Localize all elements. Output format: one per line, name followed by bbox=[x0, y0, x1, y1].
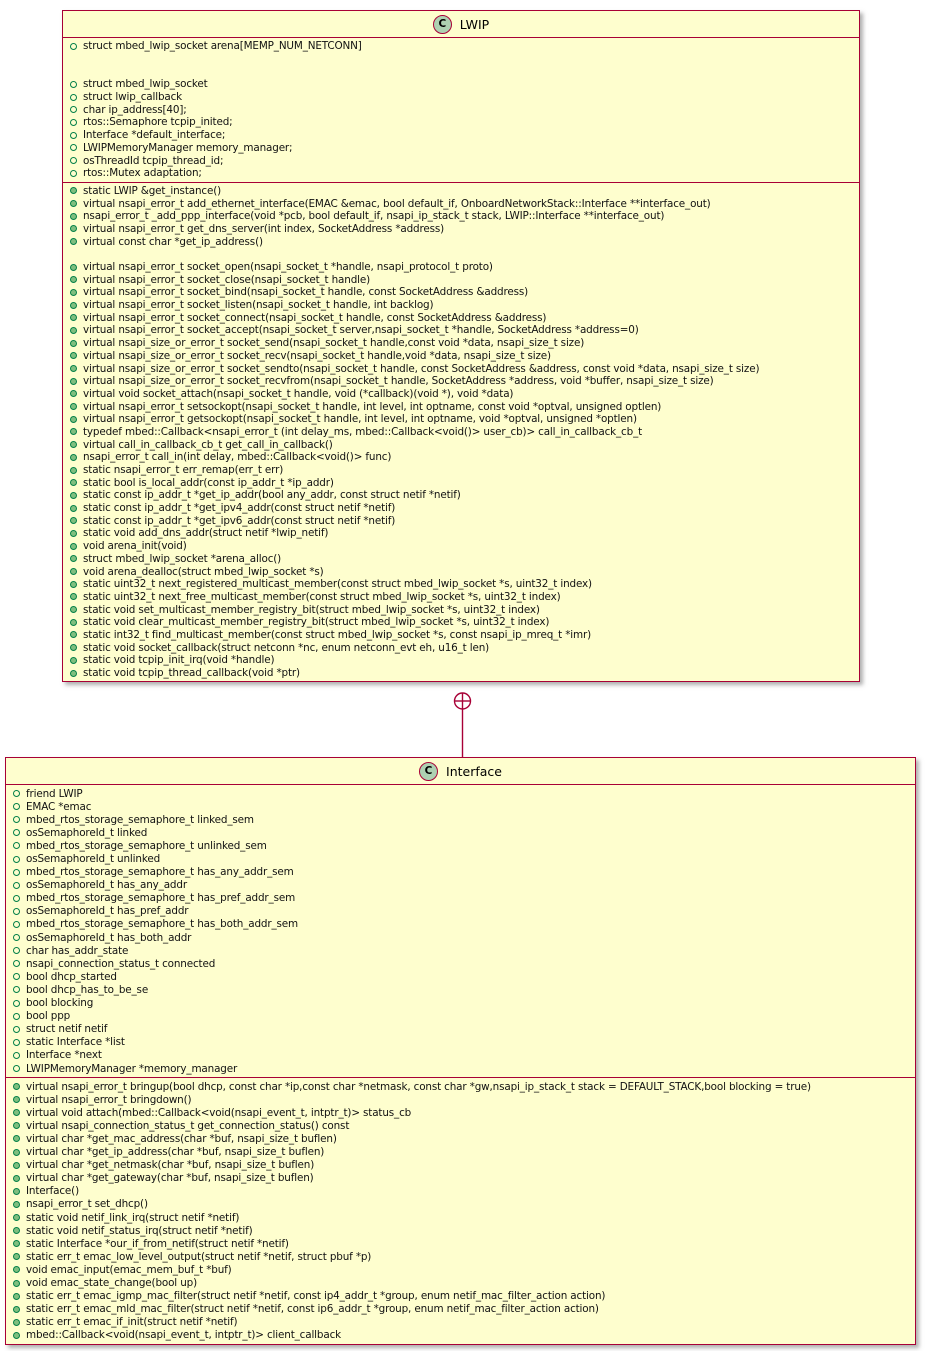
member-text: static const ip_addr_t *get_ipv4_addr(const struct netif *netif) bbox=[83, 502, 396, 515]
method-row bbox=[69, 578, 853, 591]
method-row bbox=[12, 1132, 909, 1145]
method-row bbox=[69, 603, 853, 616]
member-text: virtual nsapi_error_t socket_connect(nsapi_socket_t handle, const SocketAddress &address) bbox=[83, 311, 547, 324]
member-text: void arena_init(void) bbox=[83, 540, 187, 553]
member-text: bool blocking bbox=[26, 997, 94, 1010]
member-text: static LWIP &get_instance() bbox=[83, 184, 222, 197]
member-text: virtual nsapi_error_t get_dns_server(int index, SocketAddress *address) bbox=[83, 222, 445, 235]
method-visibility-icon bbox=[70, 492, 77, 499]
member-text: static void tcpip_init_irq(void *handle) bbox=[83, 654, 275, 667]
method-visibility-icon bbox=[70, 225, 77, 232]
member-text: EMAC *emac bbox=[26, 800, 92, 813]
member-text: virtual nsapi_error_t socket_accept(nsapi_socket_t server,nsapi_socket_t *handle, SocketAddress *address=0) bbox=[83, 324, 639, 337]
method-row bbox=[12, 1290, 909, 1303]
member-text: osSemaphoreId_t has_both_addr bbox=[26, 931, 192, 944]
member-text: rtos::Semaphore tcpip_inited; bbox=[83, 116, 233, 129]
member-text: Interface *next bbox=[26, 1049, 102, 1062]
member-text: virtual char *get_gateway(char *buf, nsapi_size_t buflen) bbox=[26, 1172, 314, 1185]
member-text: virtual nsapi_error_t socket_open(nsapi_socket_t *handle, nsapi_protocol_t proto) bbox=[83, 261, 493, 274]
method-row bbox=[69, 311, 853, 324]
member-text: mbed_rtos_storage_semaphore_t unlinked_sem bbox=[26, 839, 267, 852]
method-row bbox=[69, 451, 853, 464]
method-row bbox=[12, 1263, 909, 1276]
member-text: static nsapi_error_t err_remap(err_t err) bbox=[83, 464, 284, 477]
field-row bbox=[12, 944, 909, 957]
member-text: void emac_state_change(bool up) bbox=[26, 1277, 197, 1290]
method-row bbox=[12, 1303, 909, 1316]
member-text: virtual nsapi_size_or_error_t socket_recvfrom(nsapi_socket_t handle, SocketAddress *address, void *buffer, nsapi_size_t size) bbox=[83, 375, 714, 388]
method-visibility-icon bbox=[70, 454, 77, 461]
field-visibility-icon bbox=[13, 921, 20, 928]
field-row bbox=[69, 91, 853, 104]
field-row bbox=[69, 53, 853, 66]
field-visibility-icon bbox=[70, 144, 77, 151]
member-text: mbed_rtos_storage_semaphore_t has_pref_addr_sem bbox=[26, 892, 296, 905]
method-visibility-icon bbox=[13, 1227, 20, 1234]
method-row bbox=[69, 286, 853, 299]
field-row bbox=[69, 116, 853, 129]
method-row bbox=[69, 641, 853, 654]
method-visibility-icon bbox=[70, 505, 77, 512]
field-visibility-icon bbox=[70, 132, 77, 139]
class-lwip bbox=[62, 10, 860, 682]
field-visibility-icon bbox=[13, 869, 20, 876]
member-text: mbed_rtos_storage_semaphore_t linked_sem bbox=[26, 813, 254, 826]
method-row bbox=[69, 616, 853, 629]
member-text: virtual nsapi_error_t socket_listen(nsapi_socket_t handle, int backlog) bbox=[83, 299, 434, 312]
field-row bbox=[69, 40, 853, 53]
method-row bbox=[12, 1224, 909, 1237]
field-visibility-icon bbox=[13, 790, 20, 797]
circled-plus-icon bbox=[455, 693, 471, 709]
method-row bbox=[69, 476, 853, 489]
member-text: virtual nsapi_error_t socket_bind(nsapi_socket_t handle, const SocketAddress &address) bbox=[83, 286, 529, 299]
method-row bbox=[69, 667, 853, 680]
field-row bbox=[12, 787, 909, 800]
field-visibility-icon bbox=[13, 895, 20, 902]
method-visibility-icon bbox=[70, 302, 77, 309]
member-text: virtual nsapi_error_t setsockopt(nsapi_socket_t handle, int level, int optname, const void *optval, unsigned optlen) bbox=[83, 400, 662, 413]
method-row bbox=[69, 527, 853, 540]
member-text: virtual void socket_attach(nsapi_socket_t handle, void (*callback)(void *), void *data) bbox=[83, 387, 514, 400]
method-visibility-icon bbox=[70, 264, 77, 271]
member-text: static void tcpip_thread_callback(void *ptr) bbox=[83, 667, 300, 680]
method-visibility-icon bbox=[70, 352, 77, 359]
member-text: virtual call_in_callback_cb_t get_call_in_callback() bbox=[83, 438, 333, 451]
member-text: bool dhcp_has_to_be_se bbox=[26, 983, 149, 996]
method-row bbox=[69, 185, 853, 198]
method-row bbox=[69, 210, 853, 223]
member-text: static void netif_status_irq(struct netif *netif) bbox=[26, 1224, 253, 1237]
field-row bbox=[12, 983, 909, 996]
method-row bbox=[69, 400, 853, 413]
field-row bbox=[12, 826, 909, 839]
field-visibility-icon bbox=[13, 908, 20, 915]
method-visibility-icon bbox=[70, 441, 77, 448]
member-text: char ip_address[40]; bbox=[83, 103, 187, 116]
method-visibility-icon bbox=[70, 403, 77, 410]
field-visibility-icon bbox=[13, 882, 20, 889]
method-visibility-icon bbox=[13, 1162, 20, 1169]
member-text: void arena_dealloc(struct mbed_lwip_socket *s) bbox=[83, 565, 324, 578]
member-text: static void socket_callback(struct netconn *nc, enum netconn_evt eh, u16_t len) bbox=[83, 641, 490, 654]
method-visibility-icon bbox=[70, 428, 77, 435]
method-visibility-icon bbox=[13, 1332, 20, 1339]
method-visibility-icon bbox=[13, 1135, 20, 1142]
member-text: static bool is_local_addr(const ip_addr_t *ip_addr) bbox=[83, 476, 334, 489]
field-visibility-icon bbox=[13, 973, 20, 980]
member-text: mbed::Callback<void(nsapi_event_t, intptr_t)> client_callback bbox=[26, 1329, 342, 1342]
class-interface-fields bbox=[6, 785, 915, 1078]
method-visibility-icon bbox=[70, 581, 77, 588]
method-visibility-icon bbox=[70, 327, 77, 334]
method-visibility-icon bbox=[70, 276, 77, 283]
method-row bbox=[12, 1198, 909, 1211]
member-text: void emac_input(emac_mem_buf_t *buf) bbox=[26, 1263, 232, 1276]
method-visibility-icon bbox=[13, 1214, 20, 1221]
field-visibility-icon bbox=[70, 81, 77, 88]
class-interface-methods bbox=[6, 1078, 915, 1344]
member-text: nsapi_error_t set_dhcp() bbox=[26, 1198, 148, 1211]
member-text: static void clear_multicast_member_registry_bit(struct mbed_lwip_socket *s, uint32_t index) bbox=[83, 616, 550, 629]
field-row bbox=[69, 103, 853, 116]
field-visibility-icon bbox=[13, 1026, 20, 1033]
method-visibility-icon bbox=[13, 1266, 20, 1273]
member-text: virtual char *get_netmask(char *buf, nsapi_size_t buflen) bbox=[26, 1159, 315, 1172]
method-visibility-icon bbox=[13, 1175, 20, 1182]
member-text: static Interface *list bbox=[26, 1036, 125, 1049]
field-visibility-icon bbox=[70, 170, 77, 177]
member-text: nsapi_error_t _add_ppp_interface(void *pcb, bool default_if, nsapi_ip_stack_t stack, LWIP::Interface **interface_out) bbox=[83, 210, 665, 223]
member-text: virtual nsapi_error_t getsockopt(nsapi_socket_t handle, int level, int optname, void *optval, unsigned *optlen) bbox=[83, 413, 637, 426]
member-text: static uint32_t next_registered_multicast_member(const struct mbed_lwip_socket *s, uint32_t index) bbox=[83, 578, 592, 591]
member-text: virtual char *get_ip_address(char *buf, nsapi_size_t buflen) bbox=[26, 1146, 325, 1159]
method-visibility-icon bbox=[13, 1201, 20, 1208]
member-text: virtual char *get_mac_address(char *buf, nsapi_size_t buflen) bbox=[26, 1132, 337, 1145]
field-row bbox=[12, 997, 909, 1010]
member-text: struct mbed_lwip_socket bbox=[83, 78, 208, 91]
member-text: static err_t emac_if_init(struct netif *netif) bbox=[26, 1316, 238, 1329]
method-row bbox=[69, 438, 853, 451]
member-text: static uint32_t next_free_multicast_member(const struct mbed_lwip_socket *s, uint32_t index) bbox=[83, 590, 561, 603]
method-row bbox=[69, 591, 853, 604]
field-row bbox=[69, 142, 853, 155]
field-row bbox=[12, 800, 909, 813]
method-row bbox=[69, 248, 853, 261]
field-row bbox=[12, 931, 909, 944]
method-visibility-icon bbox=[70, 644, 77, 651]
method-visibility-icon bbox=[70, 314, 77, 321]
member-text: static err_t emac_mld_mac_filter(struct netif *netif, const ip6_addr_t *group, enum netif_mac_filter_action action) bbox=[26, 1303, 599, 1316]
field-row bbox=[12, 892, 909, 905]
method-visibility-icon bbox=[70, 606, 77, 613]
method-row bbox=[69, 299, 853, 312]
method-visibility-icon bbox=[13, 1293, 20, 1300]
member-text: char has_addr_state bbox=[26, 944, 129, 957]
member-text: mbed_rtos_storage_semaphore_t has_any_addr_sem bbox=[26, 866, 294, 879]
field-visibility-icon bbox=[13, 803, 20, 810]
member-text: LWIPMemoryManager memory_manager; bbox=[83, 141, 293, 154]
method-visibility-icon bbox=[70, 555, 77, 562]
method-visibility-icon bbox=[70, 416, 77, 423]
member-text: static err_t emac_igmp_mac_filter(struct netif *netif, const ip4_addr_t *group, enum netif_mac_filter_action action) bbox=[26, 1290, 606, 1303]
method-visibility-icon bbox=[70, 378, 77, 385]
member-text: osSemaphoreId_t linked bbox=[26, 826, 148, 839]
member-text: static void add_dns_addr(struct netif *lwip_netif) bbox=[83, 527, 329, 540]
field-visibility-icon bbox=[13, 1000, 20, 1007]
field-visibility-icon bbox=[13, 947, 20, 954]
method-row bbox=[69, 350, 853, 363]
method-row bbox=[69, 413, 853, 426]
method-row bbox=[12, 1080, 909, 1093]
method-visibility-icon bbox=[13, 1306, 20, 1313]
composition-connector bbox=[447, 692, 479, 760]
member-text: virtual nsapi_error_t bringdown() bbox=[26, 1093, 192, 1106]
method-visibility-icon bbox=[70, 517, 77, 524]
method-visibility-icon bbox=[13, 1319, 20, 1326]
member-text: static Interface *our_if_from_netif(struct netif *netif) bbox=[26, 1237, 289, 1250]
member-text: static err_t emac_low_level_output(struct netif *netif, struct pbuf *p) bbox=[26, 1250, 372, 1263]
member-text: virtual nsapi_error_t socket_close(nsapi_socket_t handle) bbox=[83, 273, 371, 286]
member-text: osSemaphoreId_t has_any_addr bbox=[26, 879, 187, 892]
member-text: static void set_multicast_member_registry_bit(struct mbed_lwip_socket *s, uint32_t index) bbox=[83, 603, 540, 616]
field-visibility-icon bbox=[13, 842, 20, 849]
method-row bbox=[12, 1146, 909, 1159]
member-text: nsapi_connection_status_t connected bbox=[26, 957, 216, 970]
member-text: nsapi_error_t call_in(int delay, mbed::Callback<void()> func) bbox=[83, 451, 392, 464]
field-row bbox=[12, 970, 909, 983]
method-visibility-icon bbox=[13, 1109, 20, 1116]
member-text: Interface *default_interface; bbox=[83, 129, 226, 142]
method-visibility-icon bbox=[70, 568, 77, 575]
method-visibility-icon bbox=[13, 1083, 20, 1090]
method-visibility-icon bbox=[13, 1188, 20, 1195]
member-text: rtos::Mutex adaptation; bbox=[83, 167, 202, 180]
method-row bbox=[12, 1237, 909, 1250]
member-text: friend LWIP bbox=[26, 787, 83, 800]
field-visibility-icon bbox=[13, 1065, 20, 1072]
field-row bbox=[12, 905, 909, 918]
field-visibility-icon bbox=[13, 816, 20, 823]
method-row bbox=[69, 553, 853, 566]
member-text: struct mbed_lwip_socket *arena_alloc() bbox=[83, 552, 282, 565]
member-text: virtual nsapi_error_t add_ethernet_interface(EMAC &emac, bool default_if, OnboardNetworkStack::Interface **interface_out) bbox=[83, 197, 711, 210]
field-row bbox=[69, 154, 853, 167]
member-text: struct mbed_lwip_socket arena[MEMP_NUM_NETCONN] bbox=[83, 40, 362, 53]
method-row bbox=[69, 502, 853, 515]
method-visibility-icon bbox=[70, 479, 77, 486]
member-text: static const ip_addr_t *get_ipv6_addr(const struct netif *netif) bbox=[83, 514, 396, 527]
method-visibility-icon bbox=[70, 289, 77, 296]
class-lwip-fields bbox=[63, 38, 859, 183]
method-row bbox=[12, 1093, 909, 1106]
method-row bbox=[69, 273, 853, 286]
field-visibility-icon bbox=[70, 106, 77, 113]
method-visibility-icon bbox=[70, 187, 77, 194]
field-row bbox=[12, 879, 909, 892]
method-visibility-icon bbox=[70, 657, 77, 664]
field-row bbox=[12, 1062, 909, 1075]
method-visibility-icon bbox=[13, 1253, 20, 1260]
method-row bbox=[69, 223, 853, 236]
method-visibility-icon bbox=[13, 1149, 20, 1156]
method-row bbox=[69, 489, 853, 502]
class-name: Interface bbox=[446, 763, 502, 779]
field-visibility-icon bbox=[13, 1013, 20, 1020]
method-row bbox=[12, 1185, 909, 1198]
member-text: struct lwip_callback bbox=[83, 91, 183, 104]
method-row bbox=[12, 1250, 909, 1263]
method-visibility-icon bbox=[70, 213, 77, 220]
member-text: LWIPMemoryManager *memory_manager bbox=[26, 1062, 238, 1075]
field-visibility-icon bbox=[13, 856, 20, 863]
field-row bbox=[12, 839, 909, 852]
field-row bbox=[12, 1010, 909, 1023]
field-row bbox=[12, 1023, 909, 1036]
method-row bbox=[69, 654, 853, 667]
method-row bbox=[69, 565, 853, 578]
method-visibility-icon bbox=[70, 340, 77, 347]
method-row bbox=[69, 629, 853, 642]
member-text: Interface() bbox=[26, 1185, 79, 1198]
method-visibility-icon bbox=[13, 1280, 20, 1287]
method-visibility-icon bbox=[70, 467, 77, 474]
method-row bbox=[69, 197, 853, 210]
member-text: virtual void attach(mbed::Callback<void(nsapi_event_t, intptr_t)> status_cb bbox=[26, 1106, 412, 1119]
field-visibility-icon bbox=[70, 43, 77, 50]
method-visibility-icon bbox=[70, 530, 77, 537]
member-text: osSemaphoreId_t has_pref_addr bbox=[26, 905, 189, 918]
field-visibility-icon bbox=[70, 157, 77, 164]
method-row bbox=[12, 1119, 909, 1132]
method-row bbox=[12, 1159, 909, 1172]
field-row bbox=[12, 852, 909, 865]
method-row bbox=[69, 337, 853, 350]
method-visibility-icon bbox=[70, 619, 77, 626]
field-row bbox=[12, 813, 909, 826]
class-name: LWIP bbox=[459, 16, 490, 32]
method-row bbox=[69, 362, 853, 375]
class-interface bbox=[5, 757, 916, 1345]
member-text: bool dhcp_started bbox=[26, 970, 117, 983]
field-row bbox=[12, 1049, 909, 1062]
method-row bbox=[12, 1172, 909, 1185]
member-text: static const ip_addr_t *get_ip_addr(bool any_addr, const struct netif *netif) bbox=[83, 489, 461, 502]
field-visibility-icon bbox=[70, 119, 77, 126]
member-text: mbed_rtos_storage_semaphore_t has_both_addr_sem bbox=[26, 918, 298, 931]
field-row bbox=[69, 167, 853, 180]
member-text: typedef mbed::Callback<nsapi_error_t (int delay_ms, mbed::Callback<void()> user_cb)> call_in_callback_cb_t bbox=[83, 425, 643, 438]
method-row bbox=[12, 1211, 909, 1224]
field-visibility-icon bbox=[70, 94, 77, 101]
method-row bbox=[69, 375, 853, 388]
method-visibility-icon bbox=[70, 543, 77, 550]
method-row bbox=[69, 426, 853, 439]
member-text: static int32_t find_multicast_member(const struct mbed_lwip_socket *s, const nsapi_ip_mreq_t *imr) bbox=[83, 628, 592, 641]
member-text: virtual const char *get_ip_address() bbox=[83, 235, 263, 248]
method-visibility-icon bbox=[70, 238, 77, 245]
method-visibility-icon bbox=[13, 1240, 20, 1247]
member-text: static void netif_link_irq(struct netif *netif) bbox=[26, 1211, 240, 1224]
member-text: struct netif netif bbox=[26, 1023, 108, 1036]
method-row bbox=[69, 388, 853, 401]
field-visibility-icon bbox=[13, 934, 20, 941]
class-stereotype-icon: C bbox=[419, 762, 438, 781]
class-lwip-title bbox=[63, 11, 859, 38]
member-text: bool ppp bbox=[26, 1010, 71, 1023]
field-visibility-icon bbox=[13, 1039, 20, 1046]
method-visibility-icon bbox=[70, 593, 77, 600]
method-row bbox=[12, 1106, 909, 1119]
member-text: virtual nsapi_size_or_error_t socket_recv(nsapi_socket_t handle,void *data, nsapi_size_t size) bbox=[83, 349, 551, 362]
member-text: virtual nsapi_size_or_error_t socket_sendto(nsapi_socket_t handle, const SocketAddress &address, const void *data, nsapi_size_t size) bbox=[83, 362, 760, 375]
class-interface-title bbox=[6, 758, 915, 785]
field-visibility-icon bbox=[13, 960, 20, 967]
method-row bbox=[69, 464, 853, 477]
field-row bbox=[69, 65, 853, 78]
field-row bbox=[12, 957, 909, 970]
method-row bbox=[69, 540, 853, 553]
member-text: virtual nsapi_error_t bringup(bool dhcp, const char *ip,const char *netmask, const char *gw,nsapi_ip_stack_t stack = DEFAULT_STACK,bool blocking = true) bbox=[26, 1080, 811, 1093]
method-visibility-icon bbox=[70, 670, 77, 677]
method-visibility-icon bbox=[70, 365, 77, 372]
method-visibility-icon bbox=[70, 390, 77, 397]
class-lwip-methods bbox=[63, 183, 859, 682]
field-row bbox=[12, 918, 909, 931]
method-row bbox=[12, 1329, 909, 1342]
member-text: osSemaphoreId_t unlinked bbox=[26, 853, 161, 866]
method-visibility-icon bbox=[70, 631, 77, 638]
field-row bbox=[69, 129, 853, 142]
field-visibility-icon bbox=[13, 1052, 20, 1059]
method-row bbox=[69, 324, 853, 337]
member-text: osThreadId tcpip_thread_id; bbox=[83, 154, 224, 167]
method-row bbox=[69, 235, 853, 248]
field-row bbox=[12, 866, 909, 879]
method-row bbox=[12, 1316, 909, 1329]
field-visibility-icon bbox=[13, 829, 20, 836]
method-visibility-icon bbox=[13, 1096, 20, 1103]
method-row bbox=[69, 514, 853, 527]
member-text: virtual nsapi_connection_status_t get_connection_status() const bbox=[26, 1119, 350, 1132]
method-row bbox=[12, 1276, 909, 1289]
field-row bbox=[12, 1036, 909, 1049]
class-stereotype-icon: C bbox=[433, 15, 452, 34]
method-visibility-icon bbox=[13, 1122, 20, 1129]
field-visibility-icon bbox=[13, 986, 20, 993]
method-row bbox=[69, 261, 853, 274]
method-visibility-icon bbox=[70, 200, 77, 207]
field-row bbox=[69, 78, 853, 91]
member-text: virtual nsapi_size_or_error_t socket_send(nsapi_socket_t handle,const void *data, nsapi_size_t size) bbox=[83, 337, 585, 350]
